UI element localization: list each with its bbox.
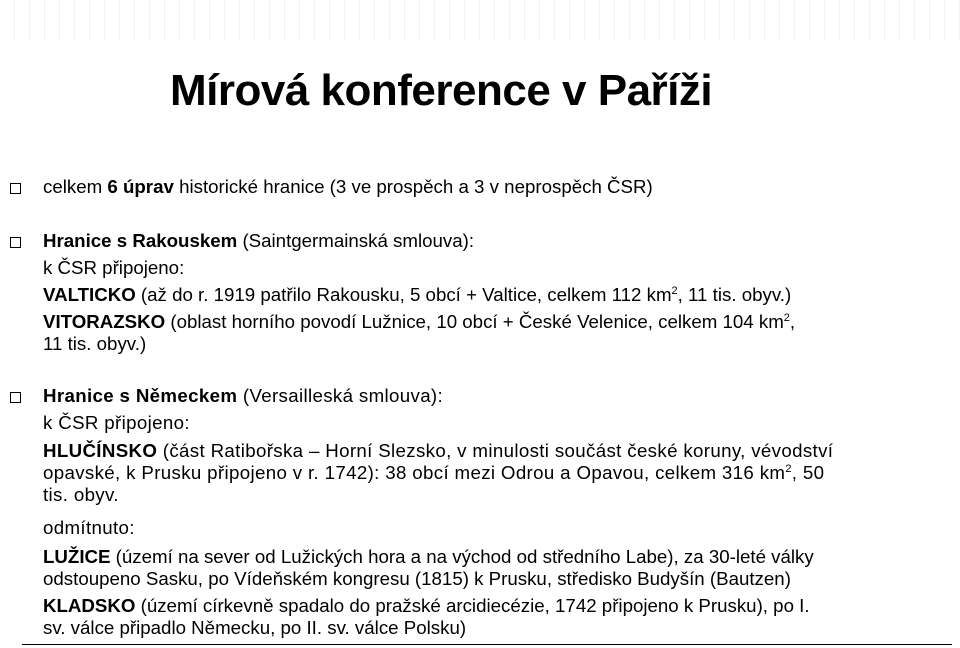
luzice-line2: odstoupeno Sasku, po Vídeňském kongresu (1815) k Prusku, středisko Budyšín (Bautzen) — [43, 568, 791, 589]
germany-heading-bold: Hranice s Německem — [43, 385, 238, 406]
vitorazsko-sup: 2 — [783, 312, 790, 324]
square-bullet-icon — [10, 183, 21, 194]
hlucinsko-line3: tis. obyv. — [43, 484, 119, 505]
kladsko-line2: sv. válce připadlo Německu, po II. sv. válce Polsku) — [43, 617, 467, 638]
hlucinsko-name: HLUČÍNSKO — [43, 440, 158, 461]
austria-heading-bold: Hranice s Rakouskem — [43, 230, 238, 251]
summary-bold: 6 úprav — [107, 176, 174, 197]
bullet-summary — [43, 176, 653, 198]
luzice-name: LUŽICE — [43, 546, 111, 567]
germany-subheading: k ČSR připojeno: — [43, 412, 190, 433]
valticko-name: VALTICKO — [43, 284, 136, 305]
kladsko-entry — [43, 595, 810, 617]
vitorazsko-entry — [43, 311, 795, 333]
hlucinsko-line2-text: opavské, k Prusku připojeno v r. 1742): 38 obcí mezi Odrou a Opavou, celkem 316 km — [43, 462, 786, 483]
hlucinsko-sup: 2 — [785, 463, 792, 475]
valticko-text: (až do r. 1919 patřilo Rakousku, 5 obcí + Valtice, celkem 112 km — [135, 284, 672, 305]
hlucinsko-line2 — [43, 462, 824, 484]
austria-heading-rest: (Saintgermainská smlouva): — [237, 230, 475, 251]
summary-post: historické hranice (3 ve prospěch a 3 v neprospěch ČSR) — [173, 176, 653, 197]
hlucinsko-line1: (část Ratibořska – Horní Slezsko, v minulosti součást české koruny, vévodství — [157, 440, 834, 461]
vitorazsko-text: (oblast horního povodí Lužnice, 10 obcí + České Velenice, celkem 104 km — [165, 311, 784, 332]
valticko-entry — [43, 284, 791, 306]
kladsko-line1: (území církevně spadalo do pražské arcidiecézie, 1742 připojeno k Prusku), po I. — [135, 595, 810, 616]
kladsko-name: KLADSKO — [43, 595, 136, 616]
austria-subheading: k ČSR připojeno: — [43, 257, 185, 278]
valticko-sup: 2 — [671, 285, 678, 297]
hlucinsko-entry — [43, 440, 833, 462]
valticko-end: , 11 tis. obyv.) — [677, 284, 792, 305]
summary-pre: celkem — [43, 176, 108, 197]
germany-heading — [43, 385, 443, 407]
luzice-entry — [43, 546, 814, 568]
square-bullet-icon — [10, 237, 21, 248]
luzice-line1: (území na sever od Lužických hora a na východ od středního Labe), za 30-leté války — [110, 546, 814, 567]
bottom-divider — [22, 644, 952, 645]
germany-heading-rest: (Versailleská smlouva): — [237, 385, 444, 406]
background-grid-decoration — [0, 0, 960, 40]
vitorazsko-name: VITORAZSKO — [43, 311, 166, 332]
square-bullet-icon — [10, 392, 21, 403]
slide-title: Mírová konference v Paříži — [170, 66, 713, 115]
hlucinsko-end: , 50 — [791, 462, 825, 483]
austria-heading — [43, 230, 474, 252]
rejected-label: odmítnuto: — [43, 517, 135, 538]
vitorazsko-end: , — [789, 311, 796, 332]
vitorazsko-line2: 11 tis. obyv.) — [43, 333, 147, 354]
